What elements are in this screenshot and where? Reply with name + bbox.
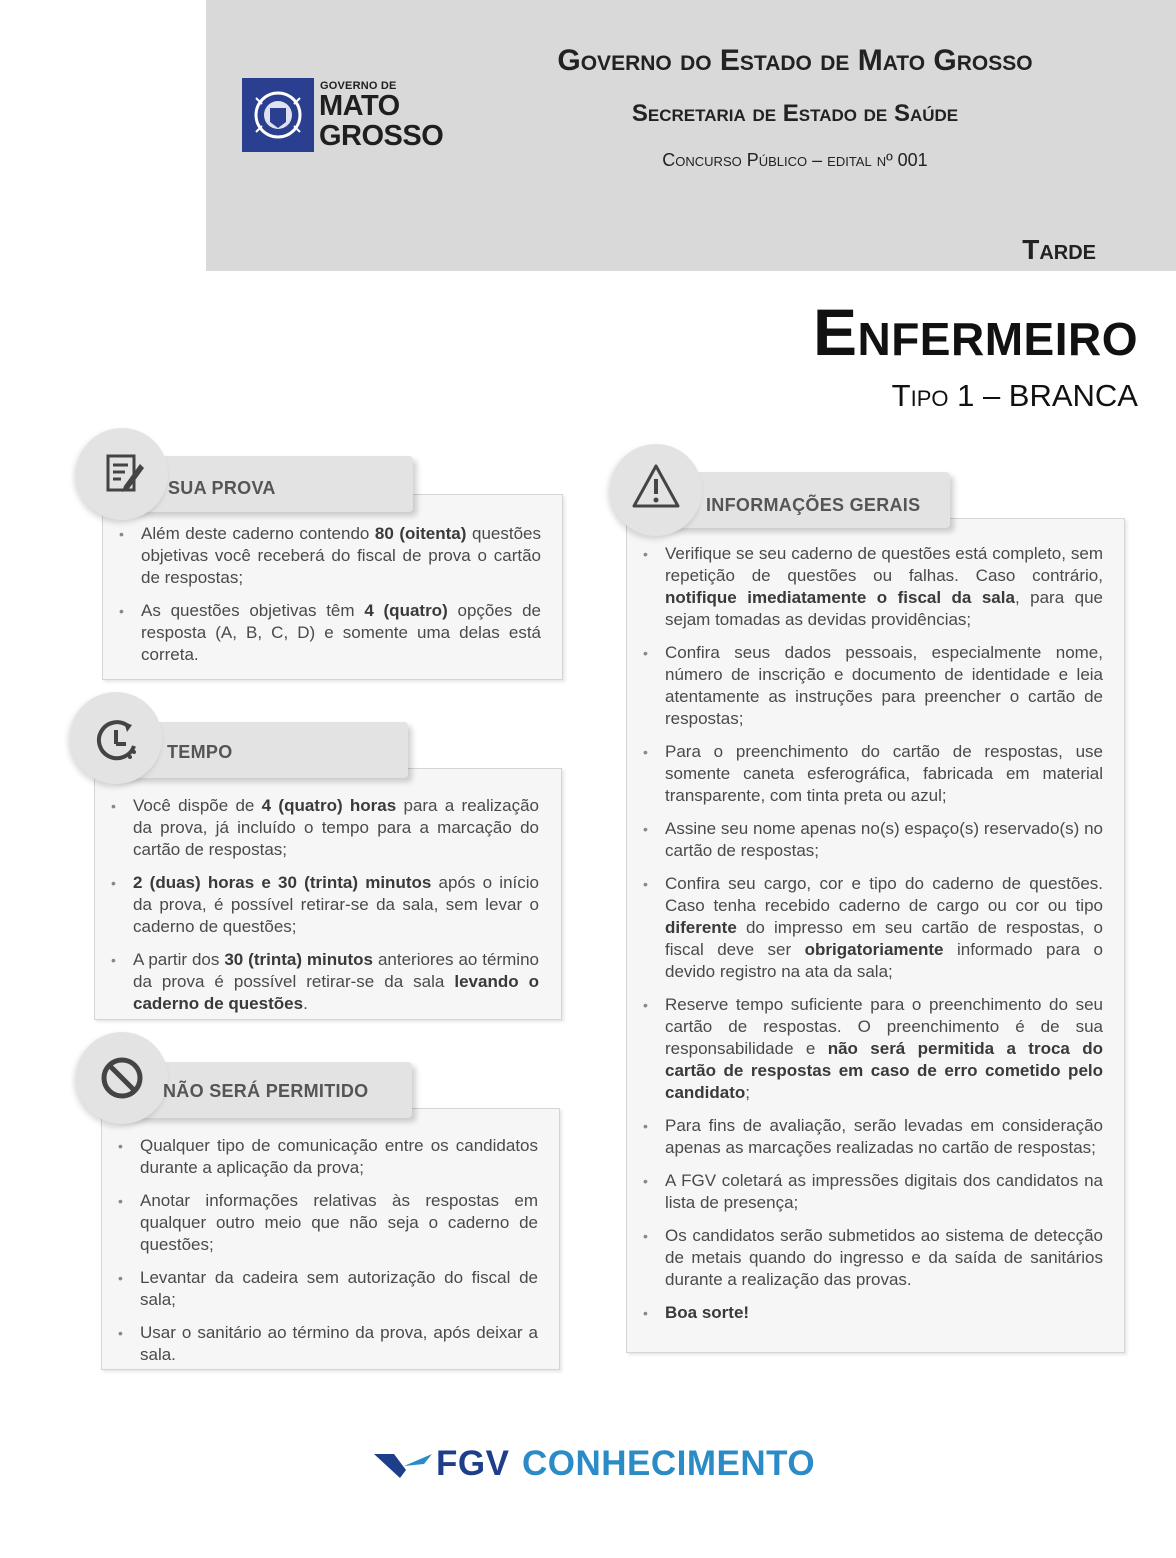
item-text: Anotar informações relativas às respostas em qualquer outro meio que não seja o caderno de questões; — [140, 1191, 538, 1254]
list-item — [107, 949, 539, 1015]
tempo-title: TEMPO — [167, 742, 233, 762]
logo-line1: MATO — [319, 90, 400, 122]
secretaria-title: Secretaria de Estado de Saúde — [631, 100, 959, 127]
state-seal-icon — [242, 78, 314, 152]
item-text: do impresso em seu cartão de respostas, o fiscal deve ser — [665, 918, 1103, 959]
list-item — [639, 818, 1103, 862]
conhecimento-text: CONHECIMENTO — [522, 1444, 816, 1483]
bold-text: 4 (quatro) horas — [261, 796, 397, 815]
item-text: Confira seu cargo, cor e tipo do caderno de questões. Caso tenha recebido caderno de cargo ou cor ou tipo — [665, 874, 1103, 915]
item-text: para a realização da prova, já incluído o tempo para a marcação do cartão de respostas; — [133, 796, 540, 859]
item-text: após o início da prova, é possível retirar-se da sala, sem levar o caderno de questões; — [133, 873, 539, 936]
informacoes-list — [639, 543, 1103, 1335]
bold-text: notifique imediatamente o fiscal da sala — [665, 588, 1015, 607]
list-item — [107, 795, 539, 861]
fgv-text: FGV — [436, 1444, 510, 1483]
list-item — [115, 523, 541, 589]
list-item — [114, 1135, 538, 1179]
bold-text: 30 (trinta) minutos — [224, 950, 374, 969]
informacoes-box — [626, 518, 1125, 1353]
item-text: Qualquer tipo de comunicação entre os candidatos durante a aplicação da prova; — [140, 1136, 538, 1177]
list-item — [639, 1225, 1103, 1291]
bold-text: 2 (duas) horas e 30 (trinta) minutos — [133, 873, 432, 892]
list-item — [114, 1190, 538, 1256]
item-text: Confira seus dados pessoais, especialmente nome, número de inscrição e documento de identidade e leia atentamente as instruções para preencher o cartão de respostas; — [665, 643, 1103, 728]
turno-label: Tarde — [1022, 234, 1096, 265]
list-item — [639, 642, 1103, 730]
list-item — [114, 1322, 538, 1366]
mato-grosso-logo — [242, 78, 454, 154]
item-text: Reserve tempo suficiente para o preenchimento do seu cartão de respostas. O preenchimento é de sua responsabilidade e — [665, 995, 1103, 1058]
list-item — [639, 1115, 1103, 1159]
item-text: anteriores ao término da prova é possível retirar-se da sala — [133, 950, 539, 991]
nao-permitido-title: NÃO SERÁ PERMITIDO — [163, 1081, 369, 1101]
item-text: Assine seu nome apenas no(s) espaço(s) reservado(s) no cartão de respostas; — [665, 819, 1103, 860]
bold-text: levando o caderno de questões — [133, 972, 539, 1013]
item-text: Verifique se seu caderno de questões está completo, sem repetição de questões ou falhas. Caso contrário, — [665, 544, 1103, 585]
list-item — [115, 600, 541, 666]
bold-text: Boa sorte! — [665, 1303, 750, 1322]
tempo-box — [94, 768, 562, 1020]
list-item — [107, 872, 539, 938]
item-text: A partir dos — [133, 950, 225, 969]
list-item — [639, 994, 1103, 1104]
fgv-conhecimento-logo — [372, 1444, 822, 1488]
clock-icon — [94, 716, 142, 764]
nao-permitido-box — [101, 1108, 560, 1370]
sua-prova-box — [102, 494, 563, 680]
item-text: opções de resposta (A, B, C, D) e somente uma delas está correta. — [141, 601, 541, 664]
item-text: ; — [745, 1083, 751, 1102]
governo-title: Governo do Estado de Mato Grosso — [557, 44, 1033, 77]
informacoes-title: INFORMAÇÕES GERAIS — [706, 495, 921, 515]
list-item — [114, 1267, 538, 1311]
nao-permitido-list — [114, 1135, 538, 1377]
list-item — [639, 873, 1103, 983]
tempo-list — [107, 795, 539, 1026]
list-item — [639, 741, 1103, 807]
item-text: . — [303, 994, 308, 1013]
item-text: informado para o devido registro na ata da sala; — [665, 940, 1103, 981]
cargo-title: Enfermeiro — [812, 295, 1138, 369]
item-text: As questões objetivas têm — [141, 601, 365, 620]
bold-text: diferente — [665, 918, 737, 937]
item-text: Levantar da cadeira sem autorização do fiscal de sala; — [140, 1268, 538, 1309]
logo-line2: GROSSO — [319, 120, 444, 152]
bold-text: 4 (quatro) — [364, 601, 448, 620]
item-text: Você dispõe de — [133, 796, 262, 815]
item-text: Para o preenchimento do cartão de respostas, use somente caneta esferográfica, fabricada em material transparente, com tinta preta ou azul; — [665, 742, 1103, 805]
prohibited-icon — [98, 1054, 146, 1102]
list-item — [639, 1170, 1103, 1214]
list-item — [639, 543, 1103, 631]
bold-text: obrigatoriamente — [804, 940, 944, 959]
item-text: Os candidatos serão submetidos ao sistema de detecção de metais quando do ingresso e da saída de sanitários durante a realização das provas. — [665, 1226, 1103, 1289]
concurso-title: Concurso Público – edital nº 001 — [662, 150, 928, 170]
item-text: questões objetivas você receberá do fiscal de prova o cartão de respostas; — [141, 524, 541, 587]
edit-document-icon — [100, 450, 148, 498]
item-text: , para que sejam tomadas as devidas providências; — [665, 588, 1103, 629]
sua-prova-list — [115, 523, 541, 677]
warning-icon — [632, 462, 680, 510]
bold-text: 80 (oitenta) — [374, 524, 467, 543]
tipo-label: Tipo 1 – BRANCA — [891, 378, 1138, 413]
logo-small-text: GOVERNO DE — [320, 80, 397, 92]
item-text: Usar o sanitário ao término da prova, após deixar a sala. — [140, 1323, 538, 1364]
bold-text: não será permitida a troca do cartão de respostas em caso de erro cometido pelo candidato — [665, 1039, 1103, 1102]
item-text: A FGV coletará as impressões digitais dos candidatos na lista de presença; — [665, 1171, 1103, 1212]
fgv-arrow-icon — [372, 1452, 436, 1480]
list-item — [639, 1302, 1103, 1324]
item-text: Para fins de avaliação, serão levadas em consideração apenas as marcações realizadas no cartão de respostas; — [665, 1116, 1103, 1157]
item-text: Além deste caderno contendo — [141, 524, 375, 543]
sua-prova-title: SUA PROVA — [168, 478, 276, 498]
